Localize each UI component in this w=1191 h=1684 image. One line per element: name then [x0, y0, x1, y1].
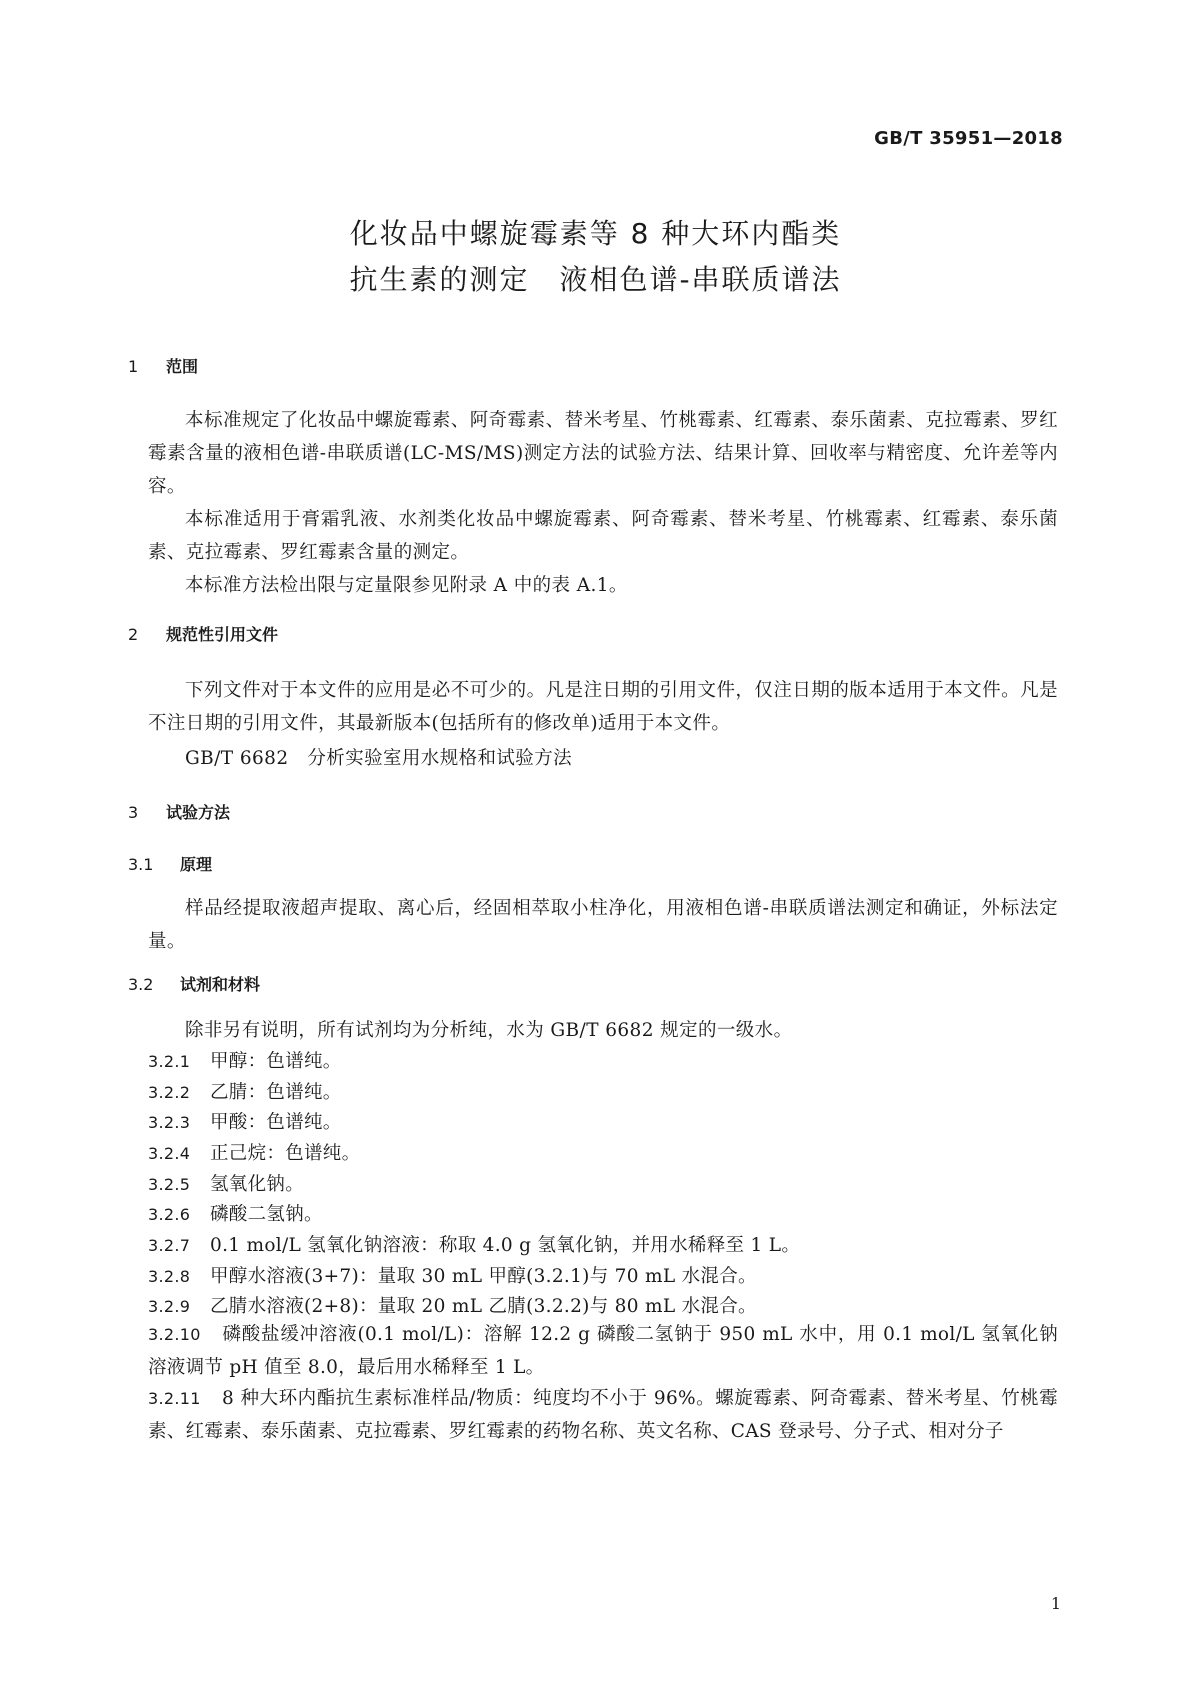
document-title-line-1: 化妆品中螺旋霉素等 8 种大环内酯类 — [349, 217, 842, 250]
item-number: 3.2.10 — [148, 1325, 201, 1344]
item-number: 3.2.7 — [148, 1236, 191, 1255]
normative-reference: GB/T 6682 分析实验室用水规格和试验方法 — [185, 748, 573, 769]
section-title: 范围 — [166, 357, 199, 376]
item-number: 3.2.4 — [148, 1144, 191, 1163]
reagent-item — [148, 1318, 1058, 1384]
section-1-heading — [128, 354, 198, 377]
item-number: 3.2.6 — [148, 1205, 191, 1224]
item-number: 3.2.2 — [148, 1083, 191, 1102]
section-1-paragraph-1: 本标准规定了化妆品中螺旋霉素、阿奇霉素、替米考星、竹桃霉素、红霉素、泰乐菌素、克拉霉素、罗红霉素含量的液相色谱-串联质谱(LC-MS/MS)测定方法的试验方法、结果计算、回收率与精密度、允许差等内容。 — [148, 410, 1058, 497]
item-text: 乙腈：色谱纯。 — [210, 1082, 342, 1103]
item-text: 磷酸盐缓冲溶液(0.1 mol/L)：溶解 12.2 g 磷酸二氢钠于 950 mL 水中，用 0.1 mol/L 氢氧化钠溶液调节 pH 值至 8.0，最后用水稀释至 1 L。 — [148, 1324, 1058, 1378]
section-1-paragraph-2: 本标准适用于膏霜乳液、水剂类化妆品中螺旋霉素、阿奇霉素、替米考星、竹桃霉素、红霉素、泰乐菌素、克拉霉素、罗红霉素含量的测定。 — [148, 509, 1058, 563]
section-3-2-heading — [128, 972, 260, 995]
reagent-item — [148, 1139, 360, 1165]
item-text: 磷酸二氢钠。 — [210, 1204, 323, 1225]
section-2-paragraph: 下列文件对于本文件的应用是必不可少的。凡是注日期的引用文件，仅注日期的版本适用于本文件。凡是不注日期的引用文件，其最新版本(包括所有的修改单)适用于本文件。 — [148, 680, 1058, 734]
page-number: 1 — [1050, 1594, 1061, 1613]
reagent-item — [148, 1200, 323, 1226]
item-text: 0.1 mol/L 氢氧化钠溶液：称取 4.0 g 氢氧化钠，并用水稀释至 1 L。 — [210, 1235, 801, 1256]
document-title-line-2: 抗生素的测定 液相色谱-串联质谱法 — [349, 263, 842, 296]
reagent-item — [148, 1382, 1058, 1448]
item-text: 甲酸：色谱纯。 — [210, 1112, 342, 1133]
section-title: 原理 — [180, 855, 213, 874]
section-2-heading — [128, 622, 278, 645]
section-3-2-intro: 除非另有说明，所有试剂均为分析纯，水为 GB/T 6682 规定的一级水。 — [185, 1020, 793, 1041]
item-number: 3.2.5 — [148, 1175, 191, 1194]
section-title: 试验方法 — [166, 803, 231, 822]
reagent-item — [148, 1047, 342, 1073]
item-text: 氢氧化钠。 — [210, 1174, 305, 1195]
section-1-paragraph-3: 本标准方法检出限与定量限参见附录 A 中的表 A.1。 — [185, 575, 628, 596]
item-number: 3.2.1 — [148, 1052, 191, 1071]
item-number: 3.2.8 — [148, 1267, 191, 1286]
section-number: 2 — [128, 625, 139, 644]
item-text: 乙腈水溶液(2+8)：量取 20 mL 乙腈(3.2.2)与 80 mL 水混合。 — [210, 1296, 757, 1317]
item-text: 8 种大环内酯抗生素标准样品/物质：纯度均不小于 96%。螺旋霉素、阿奇霉素、替米考星、竹桃霉素、红霉素、泰乐菌素、克拉霉素、罗红霉素的药物名称、英文名称、CAS 登录号、分子式、相对分子 — [148, 1388, 1058, 1442]
standard-code: GB/T 35951—2018 — [874, 128, 1063, 149]
section-number: 3 — [128, 803, 139, 822]
section-number: 3.2 — [128, 975, 154, 994]
reagent-item — [148, 1170, 304, 1196]
reagent-item — [148, 1108, 342, 1134]
item-text: 正己烷：色谱纯。 — [210, 1143, 361, 1164]
section-number: 1 — [128, 357, 139, 376]
section-title: 规范性引用文件 — [166, 625, 279, 644]
item-number: 3.2.11 — [148, 1389, 201, 1408]
item-number: 3.2.9 — [148, 1297, 191, 1316]
reagent-item — [148, 1231, 800, 1257]
reagent-item — [148, 1292, 757, 1318]
section-3-1-paragraph: 样品经提取液超声提取、离心后，经固相萃取小柱净化，用液相色谱-串联质谱法测定和确证，外标法定量。 — [148, 898, 1058, 952]
reagent-item — [148, 1262, 757, 1288]
item-text: 甲醇：色谱纯。 — [210, 1051, 342, 1072]
section-title: 试剂和材料 — [180, 975, 261, 994]
item-number: 3.2.3 — [148, 1113, 191, 1132]
item-text: 甲醇水溶液(3+7)：量取 30 mL 甲醇(3.2.1)与 70 mL 水混合。 — [210, 1266, 757, 1287]
section-3-1-heading — [128, 852, 212, 875]
section-number: 3.1 — [128, 855, 154, 874]
reagent-item — [148, 1078, 342, 1104]
section-3-heading — [128, 800, 230, 823]
